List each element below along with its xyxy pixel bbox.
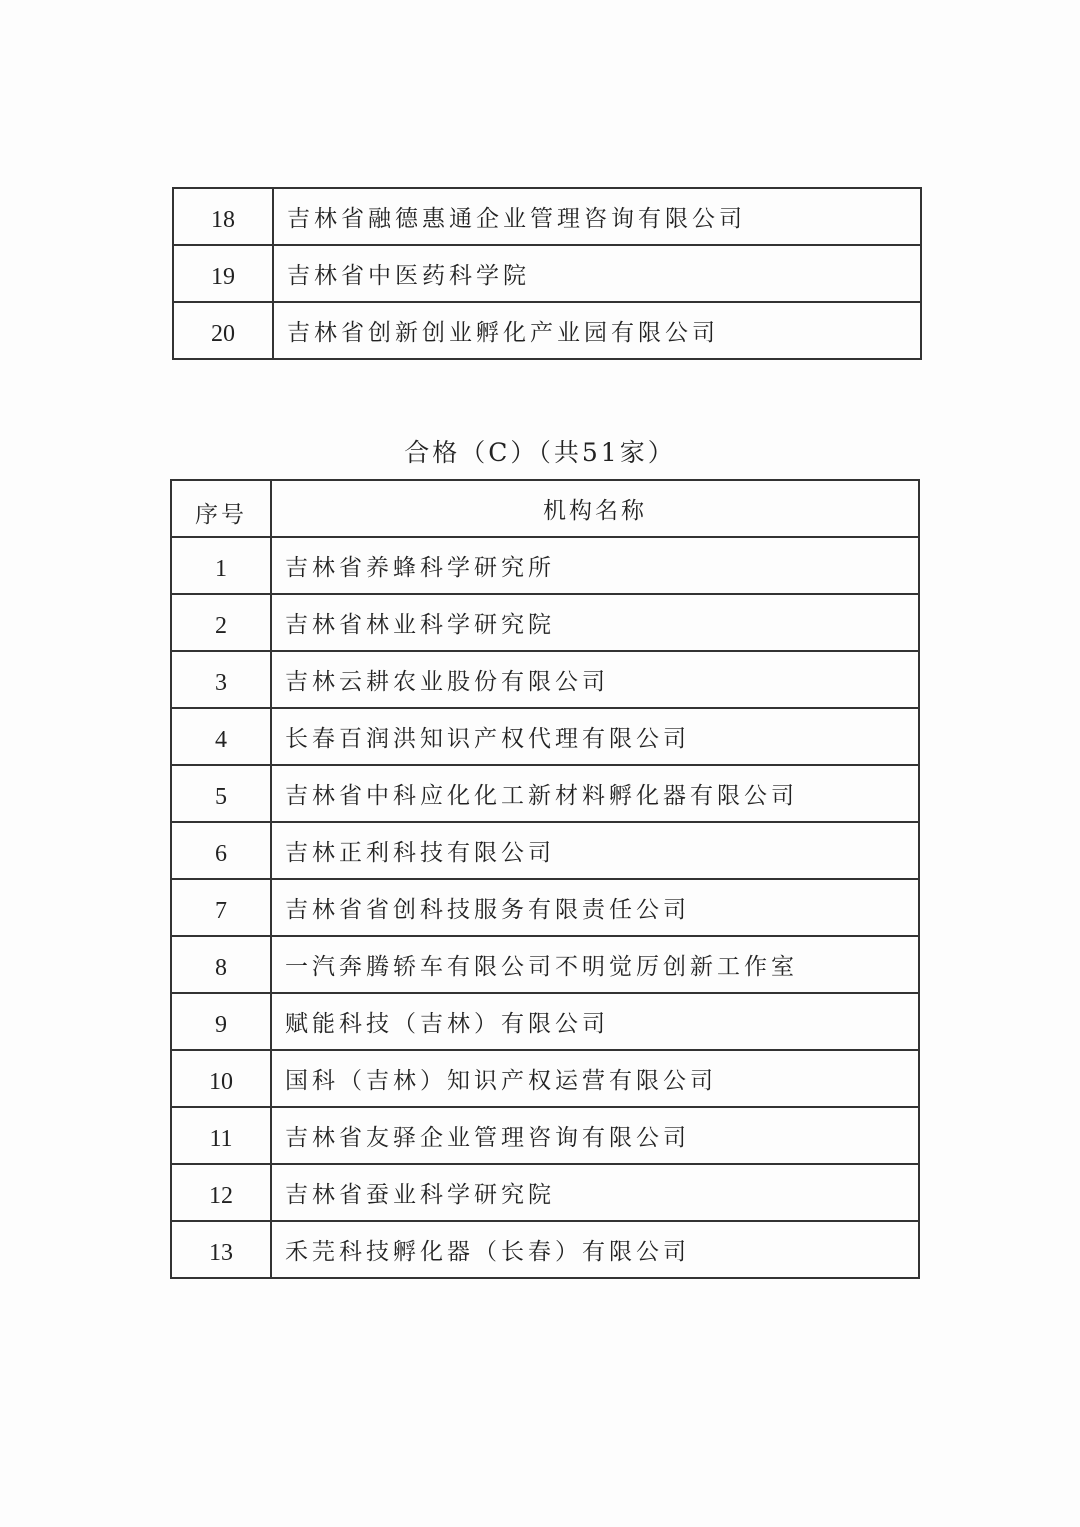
- table-row: [171, 1107, 919, 1164]
- row-number: 12: [171, 1164, 271, 1221]
- row-number: 13: [171, 1221, 271, 1278]
- institution-name: 吉林省林业科学研究院: [271, 594, 919, 651]
- row-number: 7: [171, 879, 271, 936]
- table-row: [173, 245, 921, 302]
- row-number: 20: [173, 302, 273, 359]
- institution-name: 吉林省创新创业孵化产业园有限公司: [273, 302, 921, 359]
- table-row: [173, 302, 921, 359]
- institution-name: 赋能科技（吉林）有限公司: [271, 993, 919, 1050]
- table-row: [171, 936, 919, 993]
- institution-table-continued: [172, 187, 922, 360]
- table-row: [171, 1221, 919, 1278]
- table-row: [171, 822, 919, 879]
- table-header-row: [171, 480, 919, 537]
- institution-name: 吉林省融德惠通企业管理咨询有限公司: [273, 188, 921, 245]
- institution-name: 吉林省省创科技服务有限责任公司: [271, 879, 919, 936]
- row-number: 18: [173, 188, 273, 245]
- row-number: 2: [171, 594, 271, 651]
- row-number: 3: [171, 651, 271, 708]
- institution-name: 吉林省中医药科学院: [273, 245, 921, 302]
- table-row: [171, 879, 919, 936]
- table-row: [171, 537, 919, 594]
- row-number: 19: [173, 245, 273, 302]
- row-number: 8: [171, 936, 271, 993]
- row-number: 11: [171, 1107, 271, 1164]
- institution-name: 吉林正利科技有限公司: [271, 822, 919, 879]
- row-number: 10: [171, 1050, 271, 1107]
- row-number: 6: [171, 822, 271, 879]
- institution-name: 吉林省蚕业科学研究院: [271, 1164, 919, 1221]
- institution-name: 吉林省养蜂科学研究所: [271, 537, 919, 594]
- table-row: [171, 651, 919, 708]
- table-row: [171, 1050, 919, 1107]
- institution-name: 吉林云耕农业股份有限公司: [271, 651, 919, 708]
- row-number: 1: [171, 537, 271, 594]
- institution-name: 长春百润洪知识产权代理有限公司: [271, 708, 919, 765]
- table-row: [171, 993, 919, 1050]
- table-row: [171, 708, 919, 765]
- table-row: [171, 594, 919, 651]
- table-row: [171, 1164, 919, 1221]
- row-number: 4: [171, 708, 271, 765]
- header-institution-name: 机构名称: [271, 480, 919, 537]
- section-title: 合格（C）（共51家）: [404, 438, 676, 467]
- institution-name: 禾芫科技孵化器（长春）有限公司: [271, 1221, 919, 1278]
- institution-table-grade-c: [170, 479, 920, 1279]
- institution-name: 吉林省友驿企业管理咨询有限公司: [271, 1107, 919, 1164]
- institution-name: 一汽奔腾轿车有限公司不明觉厉创新工作室: [271, 936, 919, 993]
- row-number: 9: [171, 993, 271, 1050]
- institution-name: 吉林省中科应化化工新材料孵化器有限公司: [271, 765, 919, 822]
- row-number: 5: [171, 765, 271, 822]
- table-row: [171, 765, 919, 822]
- header-number: 序号: [171, 480, 271, 537]
- institution-name: 国科（吉林）知识产权运营有限公司: [271, 1050, 919, 1107]
- table-row: [173, 188, 921, 245]
